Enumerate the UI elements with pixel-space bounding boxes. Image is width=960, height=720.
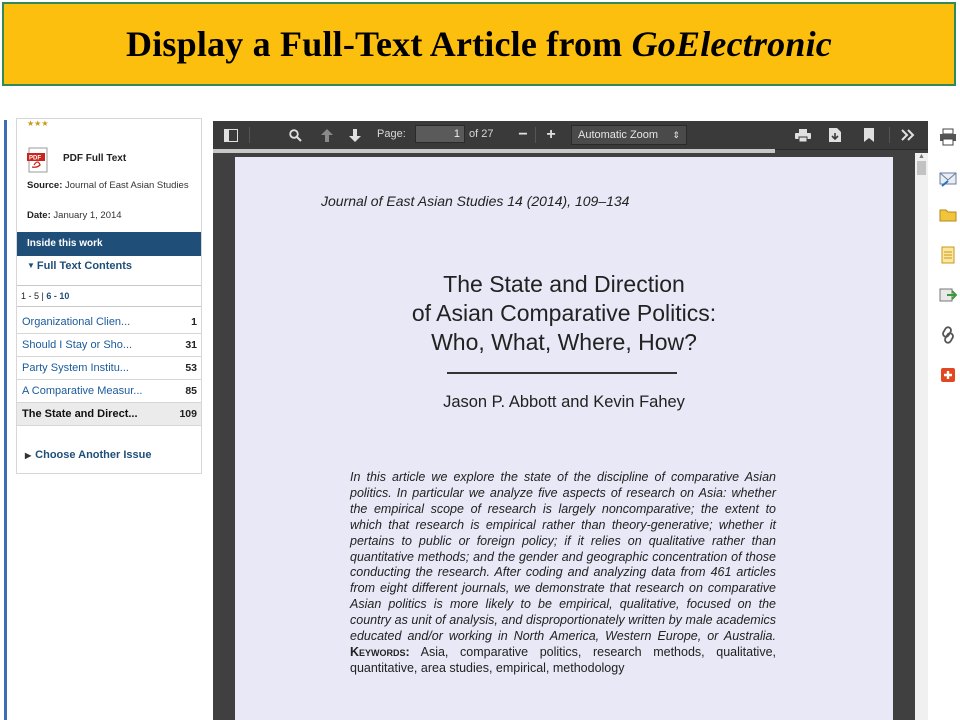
tools-menu-button[interactable] bbox=[897, 125, 919, 145]
note-tool-icon[interactable] bbox=[939, 246, 957, 264]
source-meta bbox=[27, 179, 197, 193]
toc-item-page: 109 bbox=[179, 408, 197, 420]
banner-title-italic: GoElectronic bbox=[631, 24, 832, 64]
keywords-label: Keywords: bbox=[350, 644, 410, 659]
pager-separator: | bbox=[39, 291, 47, 301]
toc-list bbox=[17, 311, 201, 426]
page-count: of 27 bbox=[469, 128, 494, 140]
pdf-viewer bbox=[213, 121, 928, 720]
right-tool-column bbox=[936, 120, 960, 720]
toc-item-page: 1 bbox=[191, 316, 197, 328]
article-title-line: Who, What, Where, How? bbox=[431, 329, 697, 355]
zoom-out-button[interactable] bbox=[515, 125, 531, 145]
article-title-line: of Asian Comparative Politics: bbox=[411, 300, 717, 326]
bookmark-button[interactable] bbox=[859, 125, 879, 145]
page-label: Page: bbox=[377, 128, 406, 140]
source-value: Journal of East Asian Studies bbox=[65, 180, 189, 191]
article-title bbox=[235, 270, 893, 357]
article-authors: Jason P. Abbott and Kevin Fahey bbox=[443, 393, 685, 411]
toc-item-title: Party System Institu... bbox=[22, 362, 129, 374]
date-label: Date: bbox=[27, 210, 51, 221]
pdf-icon bbox=[27, 147, 51, 175]
toc-pager bbox=[17, 285, 201, 307]
rating-stars: ★★★ bbox=[27, 119, 49, 128]
source-label: Source: bbox=[27, 180, 63, 191]
pager-range-6-10[interactable]: 6 - 10 bbox=[46, 291, 70, 301]
toc-item[interactable] bbox=[17, 357, 201, 380]
toc-item[interactable] bbox=[17, 380, 201, 403]
sidebar-toggle-icon bbox=[224, 129, 238, 142]
article-title-line: The State and Direction bbox=[443, 271, 685, 297]
keywords-text: Asia, comparative politics, research methods, qualitative, quantitative, area studies, empirical, methodology bbox=[350, 644, 776, 675]
vertical-scrollbar[interactable] bbox=[915, 153, 928, 720]
journal-citation: Journal of East Asian Studies 14 (2014), 109–134 bbox=[321, 193, 630, 209]
title-banner bbox=[2, 2, 956, 86]
banner-title bbox=[126, 23, 832, 65]
inside-this-work-header: Inside this work bbox=[17, 232, 201, 256]
toolbar-separator bbox=[249, 127, 250, 143]
toc-item-title: Organizational Clien... bbox=[22, 316, 131, 328]
pdf-full-text-label: PDF Full Text bbox=[63, 153, 127, 164]
title-divider bbox=[447, 372, 677, 374]
date-meta bbox=[27, 209, 197, 223]
svg-text:PDF: PDF bbox=[29, 155, 41, 162]
pdf-full-text-link[interactable] bbox=[27, 147, 197, 177]
article-abstract bbox=[350, 470, 776, 677]
toc-item-title: The State and Direct... bbox=[22, 408, 138, 420]
choose-another-issue-label: Choose Another Issue bbox=[35, 449, 152, 461]
export-tool-icon[interactable] bbox=[939, 286, 957, 304]
double-chevron-right-icon bbox=[901, 129, 915, 141]
link-tool-icon[interactable] bbox=[939, 326, 957, 344]
plus-icon: + bbox=[546, 126, 556, 143]
pdf-toolbar bbox=[213, 121, 928, 150]
toc-item[interactable] bbox=[17, 334, 201, 357]
choose-another-issue-link[interactable] bbox=[25, 449, 152, 461]
abstract-text: In this article we explore the state of the discipline of comparative Asian politics. In particular we analyze five aspects of research on Asia: whether the empirical scope of research is largely noncomparative; the extent to which that research is empirical rather than theory-generative; whether it pertains to public or foreign policy; if it relies on qualitative rather than quantitative methods; and the gender and geographic concentration of those conducting the research. After coding and analyzing data from 461 articles from eight different journals, we demonstrate that research on comparative Asian politics is more likely to be empirical, qualitative, focused on the country as unit of analysis, and disproportionately written by male academics educated and/or working in North America, Western Europe, or Australia. bbox=[350, 470, 776, 644]
pager-range-1-5[interactable]: 1 - 5 bbox=[21, 291, 40, 301]
zoom-select-value: Automatic Zoom bbox=[578, 129, 659, 141]
full-text-contents-label: Full Text Contents bbox=[36, 260, 133, 272]
folder-tool-icon[interactable] bbox=[939, 206, 957, 224]
full-text-contents-toggle[interactable] bbox=[27, 260, 132, 272]
print-icon bbox=[795, 129, 811, 142]
print-button[interactable] bbox=[793, 125, 813, 145]
arrow-down-icon bbox=[349, 129, 361, 142]
toc-item-page: 31 bbox=[185, 339, 197, 351]
left-sidebar bbox=[16, 118, 202, 474]
banner-title-main: Display a Full-Text Article from bbox=[126, 24, 632, 64]
print-tool-icon[interactable] bbox=[939, 128, 957, 146]
download-icon bbox=[829, 128, 841, 142]
zoom-select[interactable] bbox=[571, 125, 687, 145]
date-value: January 1, 2014 bbox=[53, 210, 122, 221]
toc-item-title: Should I Stay or Sho... bbox=[22, 339, 133, 351]
email-tool-icon[interactable] bbox=[939, 170, 957, 188]
toc-item[interactable] bbox=[17, 311, 201, 334]
loading-progress-bar bbox=[213, 149, 775, 153]
toolbar-separator bbox=[535, 127, 536, 143]
toggle-sidebar-button[interactable] bbox=[221, 125, 241, 145]
scrollbar-thumb[interactable] bbox=[917, 161, 926, 175]
toc-item-current[interactable] bbox=[17, 403, 201, 426]
left-frame-rule bbox=[4, 120, 7, 720]
next-page-button[interactable] bbox=[345, 125, 365, 145]
find-button[interactable] bbox=[285, 125, 305, 145]
toc-item-title: A Comparative Measur... bbox=[22, 385, 143, 397]
zoom-in-button[interactable] bbox=[543, 125, 559, 145]
toc-item-page: 53 bbox=[185, 362, 197, 374]
toolbar-separator bbox=[889, 127, 890, 143]
search-icon bbox=[289, 129, 302, 142]
caret-right-icon: ▶ bbox=[25, 451, 32, 460]
arrow-up-icon bbox=[321, 129, 333, 142]
add-tool-icon[interactable] bbox=[939, 366, 957, 384]
page-number-input[interactable] bbox=[415, 125, 465, 143]
pdf-page bbox=[235, 157, 893, 720]
previous-page-button[interactable] bbox=[317, 125, 337, 145]
caret-down-icon: ▼ bbox=[27, 261, 35, 270]
select-arrows-icon: ⇕ bbox=[672, 130, 680, 140]
scroll-up-arrow-icon: ▲ bbox=[918, 153, 925, 160]
bookmark-icon bbox=[864, 128, 874, 142]
minus-icon: − bbox=[518, 126, 528, 143]
toc-item-page: 85 bbox=[185, 385, 197, 397]
download-button[interactable] bbox=[825, 125, 845, 145]
